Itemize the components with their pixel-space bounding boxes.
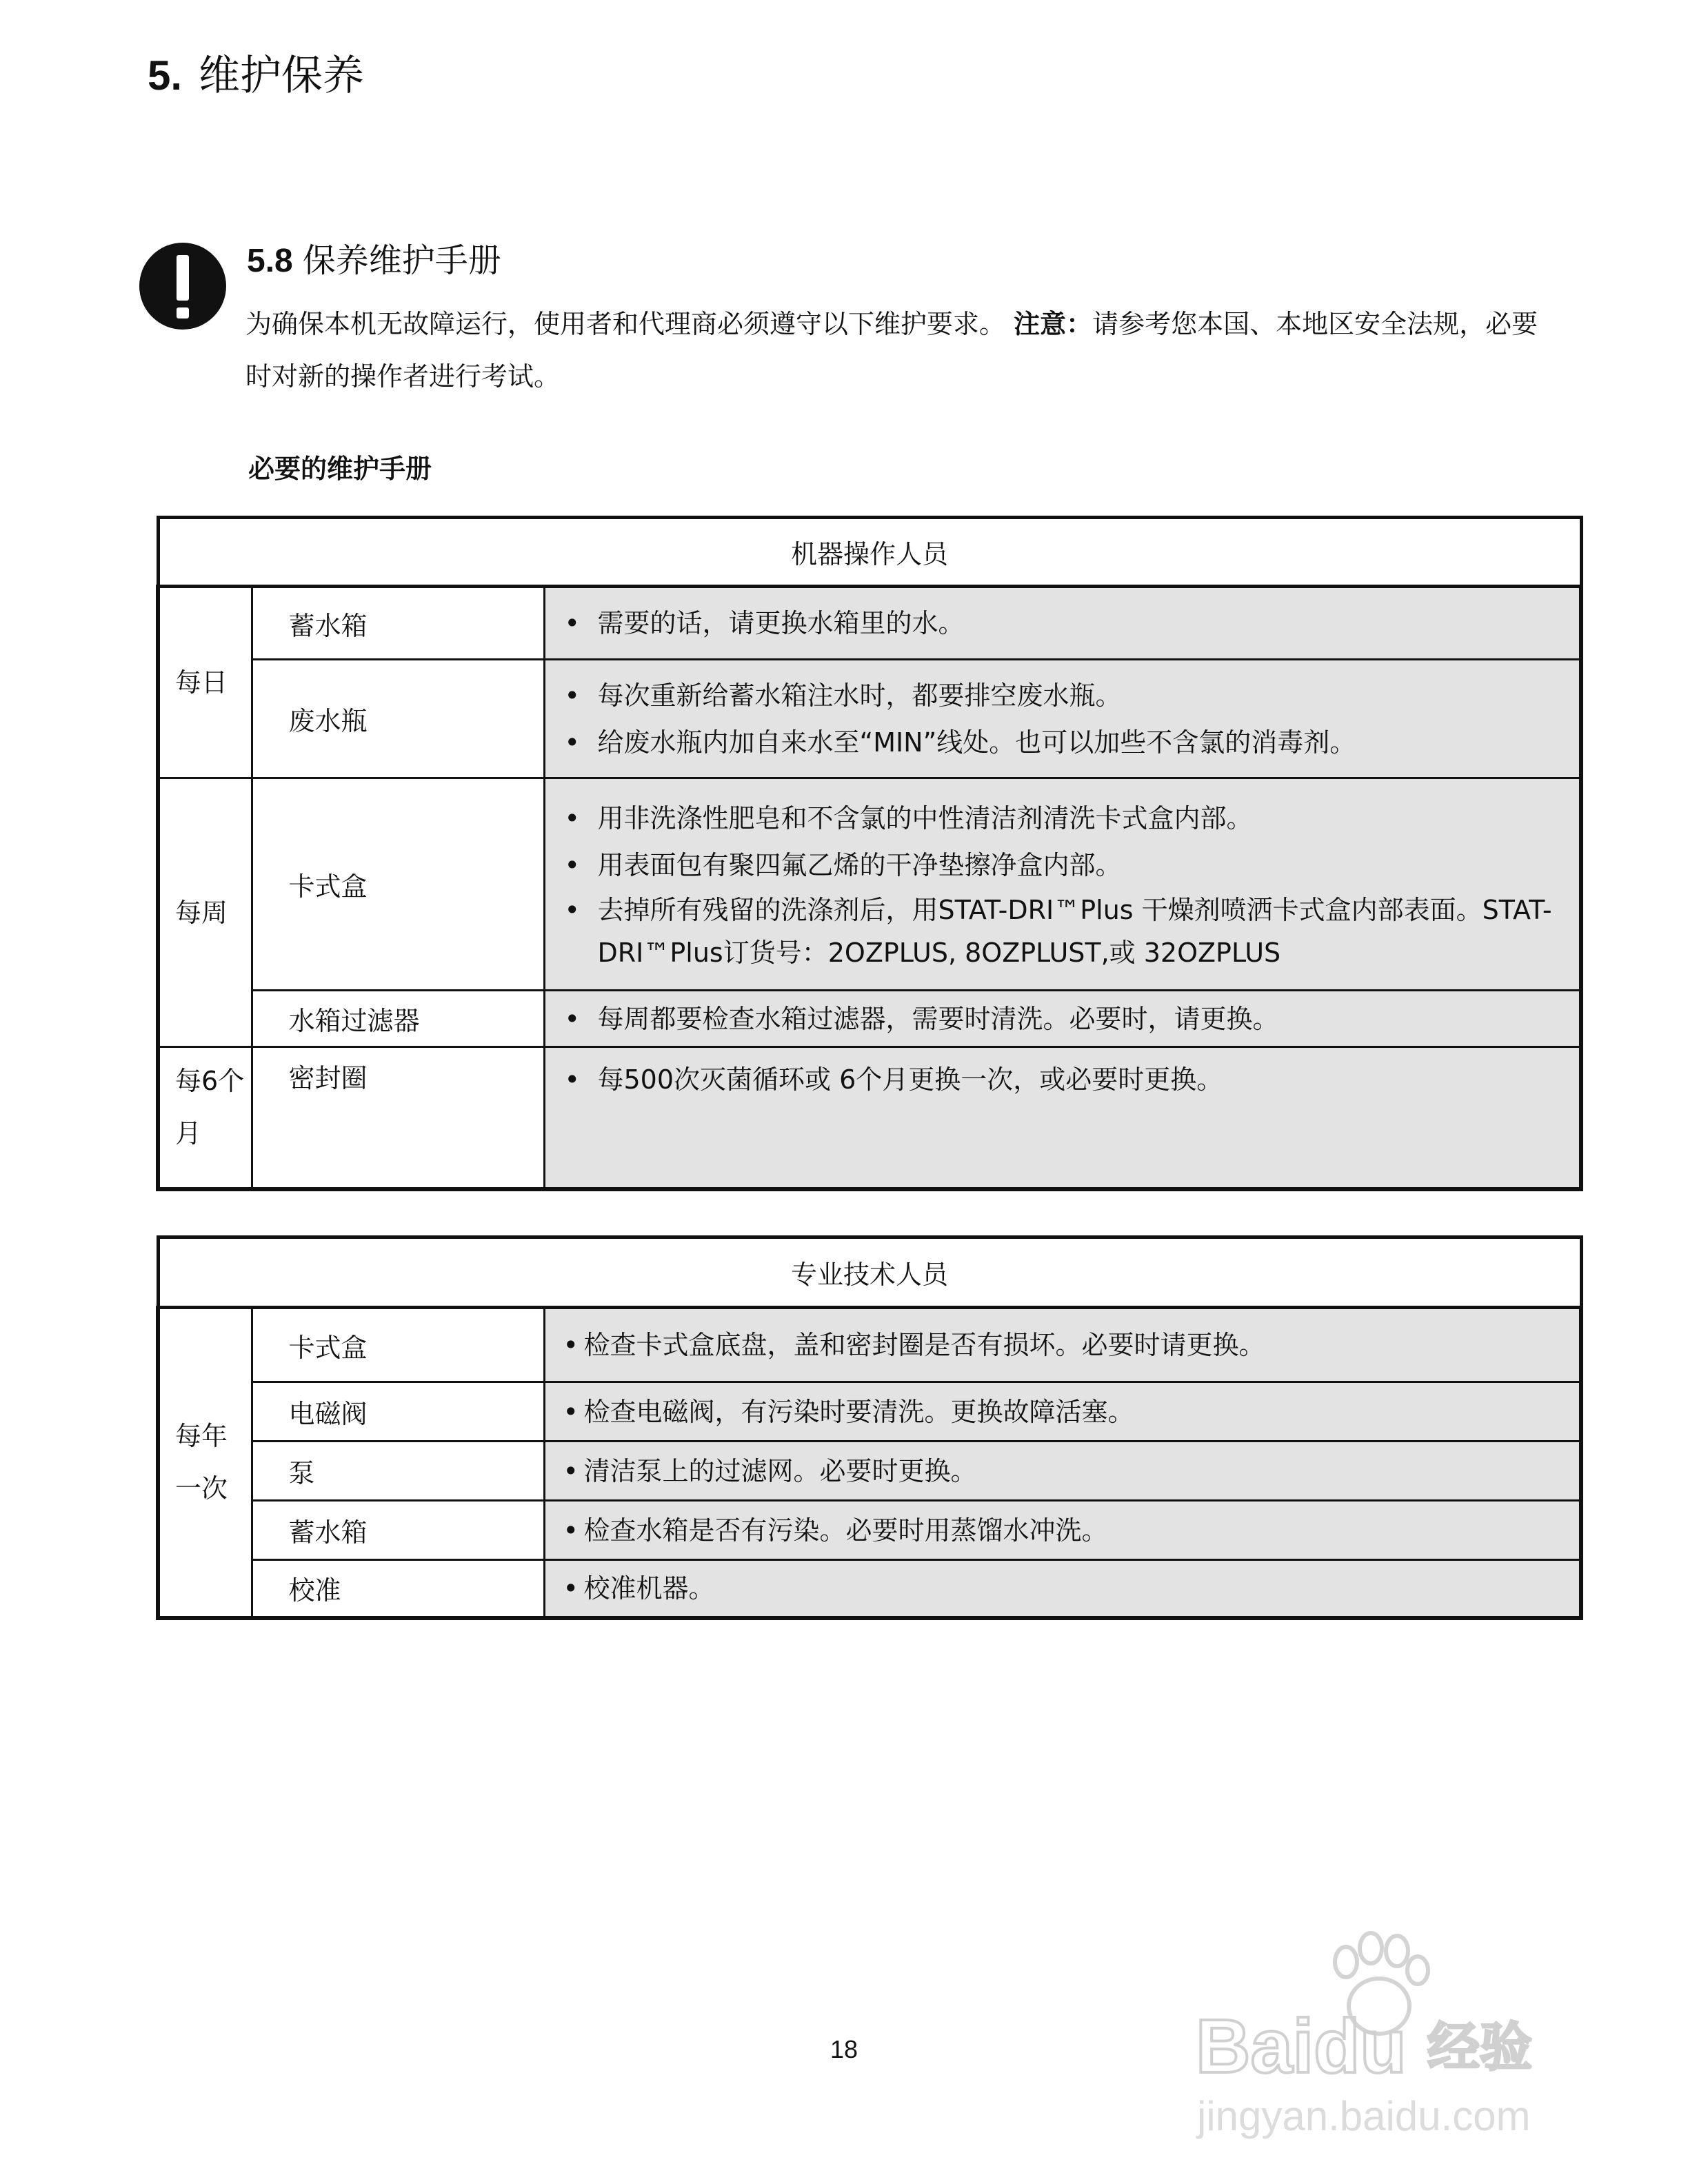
task-item: • 检查卡式盒底盘，盖和密封圈是否有损坏。必要时请更换。 — [563, 1322, 1566, 1368]
operator-maintenance-table — [156, 516, 1583, 1191]
chapter-heading — [148, 48, 364, 103]
section-number: 5.8 — [247, 243, 293, 279]
item-calibration: 校准 — [252, 1560, 544, 1618]
task-cell — [544, 1560, 1581, 1618]
technician-table-header: 专业技术人员 — [158, 1237, 1581, 1308]
note-label: 注意： — [1014, 309, 1093, 339]
item-waste-bottle: 废水瓶 — [252, 660, 544, 778]
frequency-daily: 每日 — [158, 587, 252, 778]
item-gasket: 密封圈 — [252, 1047, 544, 1189]
item-tank-filter: 水箱过滤器 — [252, 991, 544, 1047]
task-item: • 给废水瓶内加自来水至“MIN”线处。也可以加些不含氯的消毒剂。 — [563, 719, 1566, 766]
task-cell — [544, 1308, 1581, 1382]
watermark-brand: Baidu — [1196, 2004, 1407, 2089]
technician-maintenance-table — [156, 1235, 1583, 1620]
section-title: 保养维护手册 — [302, 241, 501, 280]
note-text: 请参考您本国、本地区安全法规，必要时对新的操作者进行考试。 — [245, 309, 1538, 392]
task-item: • 检查水箱是否有污染。必要时用蒸馏水冲洗。 — [563, 1507, 1566, 1554]
subheading: 必要的维护手册 — [248, 454, 432, 484]
item-reservoir: 蓄水箱 — [252, 587, 544, 660]
item-reservoir: 蓄水箱 — [252, 1501, 544, 1560]
task-item: • 每500次灭菌循环或 6个月更换一次，或必要时更换。 — [563, 1056, 1566, 1103]
task-cell — [544, 1501, 1581, 1560]
task-cell — [544, 660, 1581, 778]
intro-text: 为确保本机无故障运行，使用者和代理商必须遵守以下维护要求。 — [245, 309, 1006, 339]
item-cassette: 卡式盒 — [252, 778, 544, 991]
watermark-label: 经验 — [1427, 2016, 1532, 2078]
item-pump: 泵 — [252, 1442, 544, 1501]
task-item: • 每周都要检查水箱过滤器，需要时清洗。必要时，请更换。 — [563, 995, 1566, 1042]
task-item: • 每次重新给蓄水箱注水时，都要排空废水瓶。 — [563, 672, 1566, 719]
task-cell — [544, 991, 1581, 1047]
task-item: • 检查电磁阀，有污染时要清洗。更换故障活塞。 — [563, 1388, 1566, 1435]
chapter-number: 5. — [148, 52, 183, 99]
task-cell — [544, 1047, 1581, 1189]
frequency-weekly: 每周 — [158, 778, 252, 1047]
watermark-url: jingyan.baidu.com — [1197, 2093, 1531, 2139]
task-item: • 清洁泵上的过滤网。必要时更换。 — [563, 1448, 1566, 1495]
task-cell — [544, 778, 1581, 991]
section-heading — [247, 238, 501, 284]
baidu-jingyan-watermark — [1186, 1903, 1572, 2165]
task-item: • 用表面包有聚四氟乙烯的干净垫擦净盒内部。 — [563, 842, 1566, 889]
task-cell — [544, 1442, 1581, 1501]
item-cassette: 卡式盒 — [252, 1308, 544, 1382]
task-item: • 需要的话，请更换水箱里的水。 — [563, 600, 1566, 647]
task-item: • 校准机器。 — [563, 1565, 1566, 1612]
frequency-yearly: 每年一次 — [158, 1308, 252, 1618]
task-cell — [544, 587, 1581, 660]
operator-table-header: 机器操作人员 — [158, 518, 1581, 587]
page-number: 18 — [830, 2035, 858, 2063]
intro-paragraph — [245, 298, 1556, 403]
task-cell — [544, 1382, 1581, 1442]
task-item: • 用非洗涤性肥皂和不含氯的中性清洁剂清洗卡式盒内部。 — [563, 795, 1566, 842]
item-solenoid-valve: 电磁阀 — [252, 1382, 544, 1442]
chapter-title: 维护保养 — [199, 52, 365, 100]
exclamation-icon — [138, 241, 228, 331]
task-item: • 去掉所有残留的洗涤剂后，用STAT-DRI™Plus 干燥剂喷洒卡式盒内部表面。STAT-DRI™Plus订货号：2OZPLUS, 8OZPLUST,或 32OZPLUS — [563, 889, 1566, 974]
frequency-6-months: 每6个月 — [158, 1047, 252, 1189]
